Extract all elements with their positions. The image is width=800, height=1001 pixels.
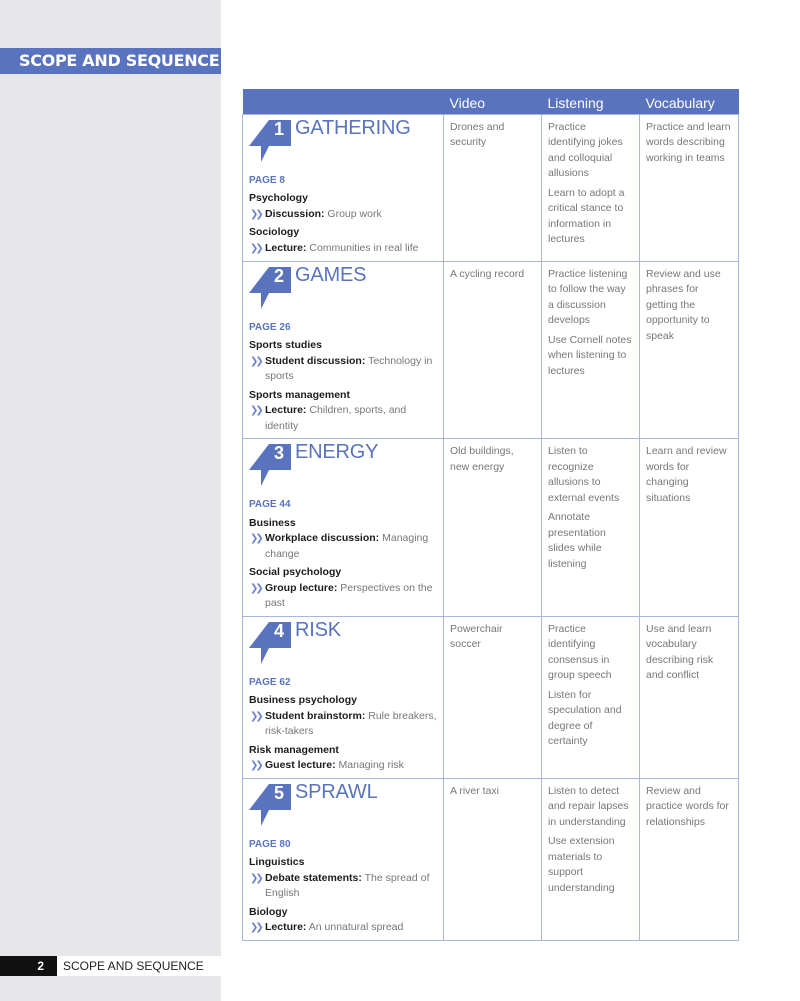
chevron-right-icon: ❯❯ bbox=[250, 208, 261, 220]
table-row bbox=[243, 616, 739, 778]
subject-name: Sports management bbox=[249, 388, 350, 401]
video-cell: Old buildings, new energy bbox=[444, 439, 542, 617]
vocabulary-cell: Practice and learn words describing working in teams bbox=[640, 114, 739, 261]
activity-topic: Group work bbox=[324, 207, 382, 220]
listening-skill: Practice identifying jokes and colloquial allusions bbox=[548, 120, 623, 179]
video-cell: Powerchair soccer bbox=[444, 616, 542, 778]
unit-heading bbox=[249, 263, 437, 317]
listening-skill: Listen to recognize allusions to external events bbox=[548, 445, 620, 504]
col-header-vocabulary: Vocabulary bbox=[640, 89, 739, 114]
activity-type: Lecture: bbox=[265, 241, 307, 254]
unit-title: GATHERING bbox=[295, 116, 411, 139]
activity-item bbox=[249, 709, 437, 740]
unit-title: SPRAWL bbox=[295, 780, 378, 803]
chevron-right-icon: ❯❯ bbox=[250, 405, 261, 416]
listening-skill: Listen for speculation and degree of certainty bbox=[548, 688, 622, 747]
activity-item bbox=[249, 581, 437, 612]
table-header-row bbox=[243, 89, 739, 114]
subject-name: Risk management bbox=[249, 743, 339, 756]
activity-topic: Rule breakers, risk-takers bbox=[265, 709, 437, 737]
activity-item bbox=[249, 920, 437, 936]
table-row bbox=[243, 114, 739, 261]
subject-name: Sociology bbox=[249, 226, 300, 238]
page-reference: PAGE 8 bbox=[249, 174, 285, 186]
listening-cell bbox=[542, 616, 640, 778]
activity-type: Workplace discussion: bbox=[265, 532, 380, 544]
activity-topic: Technology in sports bbox=[265, 354, 433, 382]
activity-topic: Managing change bbox=[265, 532, 429, 560]
page-reference: PAGE 62 bbox=[249, 676, 291, 688]
listening-cell bbox=[542, 778, 640, 940]
activity-type: Group lecture: bbox=[265, 581, 338, 594]
unit-number-icon bbox=[249, 267, 291, 309]
vocabulary-cell: Use and learn vocabulary describing risk and conflict bbox=[640, 616, 739, 778]
activity-type: Lecture: bbox=[265, 921, 307, 933]
activity-topic: Perspectives on the past bbox=[265, 581, 433, 609]
subject-name: Sports studies bbox=[249, 339, 322, 351]
activity-topic: An unnatural spread bbox=[306, 921, 404, 933]
table-row bbox=[243, 261, 739, 439]
activity-type: Debate statements: bbox=[265, 871, 362, 884]
activity-item bbox=[249, 207, 437, 223]
video-cell: Drones and security bbox=[444, 114, 542, 261]
activity-item bbox=[249, 531, 437, 562]
unit-cell bbox=[243, 616, 444, 778]
page-reference: PAGE 44 bbox=[249, 499, 291, 510]
chevron-right-icon: ❯❯ bbox=[250, 922, 261, 933]
unit-number: 1 bbox=[273, 118, 284, 139]
unit-number-icon bbox=[249, 784, 291, 826]
subject-name: Linguistics bbox=[249, 856, 305, 868]
listening-cell bbox=[542, 114, 640, 261]
table-row bbox=[243, 778, 739, 940]
unit-number: 3 bbox=[273, 443, 284, 463]
section-header: SCOPE AND SEQUENCE bbox=[0, 48, 221, 74]
col-header-unit bbox=[243, 89, 444, 114]
page-number: 2 bbox=[0, 956, 57, 976]
unit-number-icon bbox=[249, 444, 291, 486]
activity-type: Lecture: bbox=[265, 404, 307, 416]
activity-topic: Children, sports, and identity bbox=[265, 404, 407, 432]
col-header-video: Video bbox=[444, 89, 542, 114]
listening-skill: Listen to detect and repair lapses in understanding bbox=[548, 784, 629, 828]
video-cell: A cycling record bbox=[444, 261, 542, 439]
chevron-right-icon: ❯❯ bbox=[250, 533, 261, 544]
unit-heading bbox=[249, 441, 437, 494]
col-header-listening: Listening bbox=[542, 89, 640, 114]
page-reference: PAGE 26 bbox=[249, 321, 291, 333]
unit-heading bbox=[249, 780, 437, 834]
listening-skill: Use Cornell notes when listening to lectures bbox=[548, 333, 632, 377]
unit-cell bbox=[243, 778, 444, 940]
video-cell: A river taxi bbox=[444, 778, 542, 940]
activity-type: Guest lecture: bbox=[265, 759, 336, 771]
unit-heading bbox=[249, 618, 437, 672]
activity-type: Student brainstorm: bbox=[265, 709, 366, 722]
activity-item bbox=[249, 354, 437, 385]
unit-title: ENERGY bbox=[295, 441, 379, 463]
unit-cell bbox=[243, 114, 444, 261]
unit-title: RISK bbox=[295, 618, 341, 641]
vocabulary-cell: Review and use phrases for getting the opportunity to speak bbox=[640, 261, 739, 439]
footer-label: SCOPE AND SEQUENCE bbox=[57, 956, 221, 976]
chevron-right-icon: ❯❯ bbox=[250, 710, 261, 722]
activity-topic: Communities in real life bbox=[306, 241, 419, 254]
scope-table bbox=[242, 89, 739, 941]
subject-name: Business psychology bbox=[249, 694, 357, 706]
vocabulary-cell: Learn and review words for changing situations bbox=[640, 439, 739, 617]
unit-number-icon bbox=[249, 120, 291, 162]
unit-number: 2 bbox=[273, 265, 284, 286]
unit-number: 5 bbox=[273, 782, 284, 803]
activity-type: Discussion: bbox=[265, 207, 325, 220]
activity-type: Student discussion: bbox=[265, 354, 366, 367]
listening-skill: Learn to adopt a critical stance to information in lectures bbox=[548, 186, 625, 245]
chevron-right-icon: ❯❯ bbox=[250, 242, 261, 254]
listening-skill: Practice identifying consensus in group speech bbox=[548, 622, 612, 681]
subject-name: Psychology bbox=[249, 192, 308, 204]
activity-item bbox=[249, 871, 437, 902]
unit-heading bbox=[249, 116, 437, 170]
left-panel bbox=[0, 0, 221, 1001]
page-reference: PAGE 80 bbox=[249, 838, 291, 850]
chevron-right-icon: ❯❯ bbox=[250, 872, 261, 884]
chevron-right-icon: ❯❯ bbox=[250, 355, 261, 367]
unit-cell bbox=[243, 439, 444, 617]
vocabulary-cell: Review and practice words for relationships bbox=[640, 778, 739, 940]
chevron-right-icon: ❯❯ bbox=[250, 760, 261, 771]
table-row bbox=[243, 439, 739, 617]
subject-name: Biology bbox=[249, 905, 288, 918]
listening-skill: Practice listening to follow the way a discussion develops bbox=[548, 267, 628, 326]
listening-skill: Annotate presentation slides while listening bbox=[548, 511, 606, 570]
activity-topic: Managing risk bbox=[335, 759, 404, 771]
activity-item bbox=[249, 241, 437, 257]
subject-name: Social psychology bbox=[249, 566, 342, 578]
chevron-right-icon: ❯❯ bbox=[250, 582, 261, 594]
unit-number-icon bbox=[249, 622, 291, 664]
unit-cell bbox=[243, 261, 444, 439]
activity-topic: The spread of English bbox=[265, 871, 430, 899]
listening-cell bbox=[542, 439, 640, 617]
unit-title: GAMES bbox=[295, 263, 367, 286]
activity-item bbox=[249, 758, 437, 774]
activity-item bbox=[249, 403, 437, 434]
subject-name: Business bbox=[249, 516, 296, 529]
listening-cell bbox=[542, 261, 640, 439]
unit-number: 4 bbox=[273, 620, 284, 641]
listening-skill: Use extension materials to support understanding bbox=[548, 835, 615, 894]
